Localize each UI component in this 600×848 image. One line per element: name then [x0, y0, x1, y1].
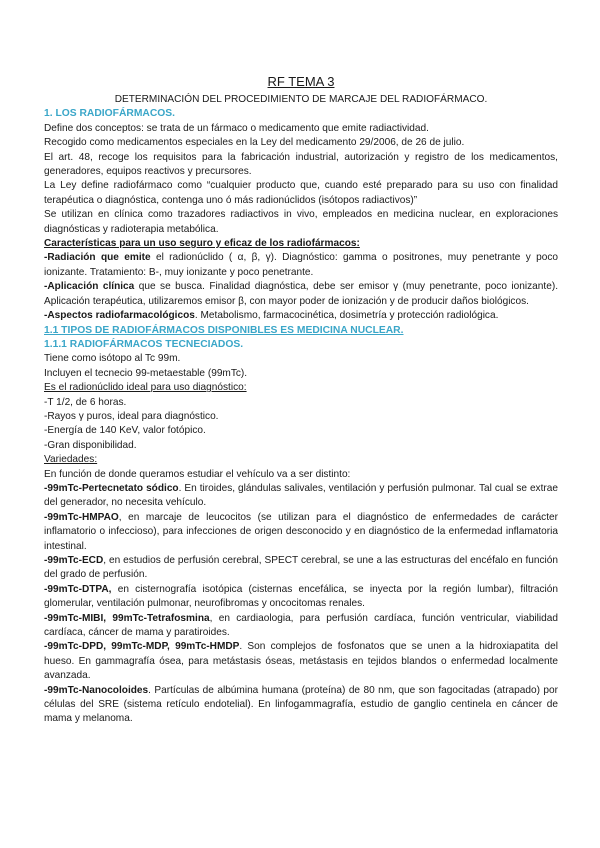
paragraph: Define dos conceptos: se trata de un fármaco o medicamento que emite radiactividad.: [44, 122, 429, 134]
characteristic-term: -Aplicación clínica: [44, 281, 135, 293]
variety-text: , en cardiaologia, para perfusión cardíaca, función ventricular, viabilidad cardíaca, cáncer de mama y paratiroides.: [44, 612, 558, 639]
paragraph: El art. 48, recoge los requisitos para la fabricación industrial, autorización y registro de los medicamentos, generadores, equipos reactivos y precursores.: [44, 151, 558, 178]
varieties-heading: Variedades:: [44, 454, 98, 466]
variety-item: [44, 684, 558, 727]
variety-text: . Son complejos de fosfonatos que se unen a la hidroxiapatita del hueso. En gammagrafía ósea, para metástasis óseas, metástasis en tejidos blandos o enfermedad localmente avanzada.: [44, 641, 558, 682]
variety-term: -99mTc-DPD, 99mTc-MDP, 99mTc-HMDP: [44, 641, 240, 653]
paragraph: Recogido como medicamentos especiales en la Ley del medicamento 29/2006, de 26 de julio.: [44, 137, 465, 149]
variety-term: -99mTc-HMPAO: [44, 511, 119, 523]
variety-text: en cisternografía isotópica (cisternas encefálica, se inyecta por la región lumbar), filtración glomerular, ventilación pulmonar, neurofibromas y oncocitomas renales.: [44, 583, 558, 610]
variety-item: [44, 583, 558, 612]
variety-text: , en marcaje de leucocitos (se utilizan para el diagnóstico de enfermedades de carácter inflamatorio o infeccioso), para infecciones de origen desconocido y en diagnóstico de la enfermedad inflamatoria intestinal.: [44, 511, 558, 552]
characteristic-text: . Metabolismo, farmacocinética, dosimetría y protección radiológica.: [194, 310, 499, 322]
variety-term: -99mTc-Nanocoloides: [44, 684, 149, 696]
variety-text: . En tiroides, glándulas salivales, ventilación y perfusión pulmonar. Tal cual se extrae del generador, no necesita vehículo.: [44, 482, 559, 509]
list-item: -Gran disponibilidad.: [44, 439, 137, 451]
list-item: -T 1/2, de 6 horas.: [44, 396, 127, 408]
variety-item: [44, 640, 558, 683]
characteristic-item: [44, 309, 558, 323]
page-subtitle: DETERMINACIÓN DEL PROCEDIMIENTO DE MARCAJE DEL RADIOFÁRMACO.: [114, 94, 488, 105]
characteristic-term: -Aspectos radiofarmacológicos: [44, 310, 195, 322]
variety-term: -99mTc-MIBI, 99mTc-Tetrafosmina: [44, 612, 210, 624]
paragraph: En función de donde queramos estudiar el vehículo va a ser distinto:: [44, 468, 351, 480]
variety-term: -99mTc-Pertecnetato sódico: [44, 482, 179, 494]
characteristic-text: el radionúclido ( α, β, γ). Diagnóstico: gamma o positrones, muy penetrante y poco ionizante. Tratamiento: B-, muy ionizante y poco penetrante.: [44, 252, 558, 278]
variety-item: [44, 554, 558, 583]
characteristics-heading: Características para un uso seguro y eficaz de los radiofármacos:: [44, 238, 360, 250]
variety-item: [44, 612, 558, 641]
characteristic-item: [44, 280, 558, 309]
variety-text: . Partículas de albúmina humana (proteína) de 80 nm, que son fagocitadas (atrapado) por células del SRE (sistema retículo endotelial). En linfogammagrafía, estudio de ganglio centinela en cáncer de mama y melanoma.: [44, 684, 558, 725]
paragraph: La Ley define radiofármaco como “cualquier producto que, cuando esté preparado para su uso con finalidad terapéutica o diagnóstica, contenga uno ó más radionúclidos (isótopos radiactivos)”: [44, 180, 558, 206]
variety-term: -99mTc-ECD: [44, 555, 104, 566]
document-content: [44, 74, 558, 727]
ideal-heading: Es el radionúclido ideal para uso diagnóstico:: [44, 382, 247, 394]
subsection-heading-tecneciados: 1.1.1 RADIOFÁRMACOS TECNECIADOS.: [44, 338, 244, 350]
section-heading-radiofarmacos: 1. LOS RADIOFÁRMACOS.: [44, 108, 176, 120]
section-heading-tipos: 1.1 TIPOS DE RADIOFÁRMACOS DISPONIBLES ES MEDICINA NUCLEAR.: [44, 324, 404, 336]
list-item: -Energía de 140 KeV, valor fotópico.: [44, 425, 206, 437]
paragraph: Incluyen el tecnecio 99-metaestable (99mTc).: [44, 367, 248, 379]
paragraph: Tiene como isótopo al Tc 99m.: [44, 353, 181, 365]
characteristic-term: -Radiación que emite: [44, 252, 151, 264]
characteristic-text: que se busca. Finalidad diagnóstica, debe ser emisor γ (muy penetrante, poco ionizante). Aplicación terapéutica, utilizaremos emisor β, con mayor poder de ionización y de producir daños biológicos.: [44, 281, 558, 307]
variety-item: [44, 511, 558, 554]
variety-term: -99mTc-DTPA,: [44, 583, 112, 595]
variety-text: , en estudios de perfusión cerebral, SPECT cerebral, se une a las estructuras del encéfalo en función del grado de perfusión.: [44, 555, 558, 581]
characteristic-item: [44, 251, 558, 280]
paragraph: Se utilizan en clínica como trazadores radiactivos in vivo, empleados en medicina nuclear, en exploraciones diagnósticas y radioterapia metabólica.: [44, 209, 558, 235]
variety-item: [44, 482, 558, 511]
list-item: -Rayos γ puros, ideal para diagnóstico.: [44, 410, 219, 422]
page-title: RF TEMA 3: [267, 74, 335, 89]
